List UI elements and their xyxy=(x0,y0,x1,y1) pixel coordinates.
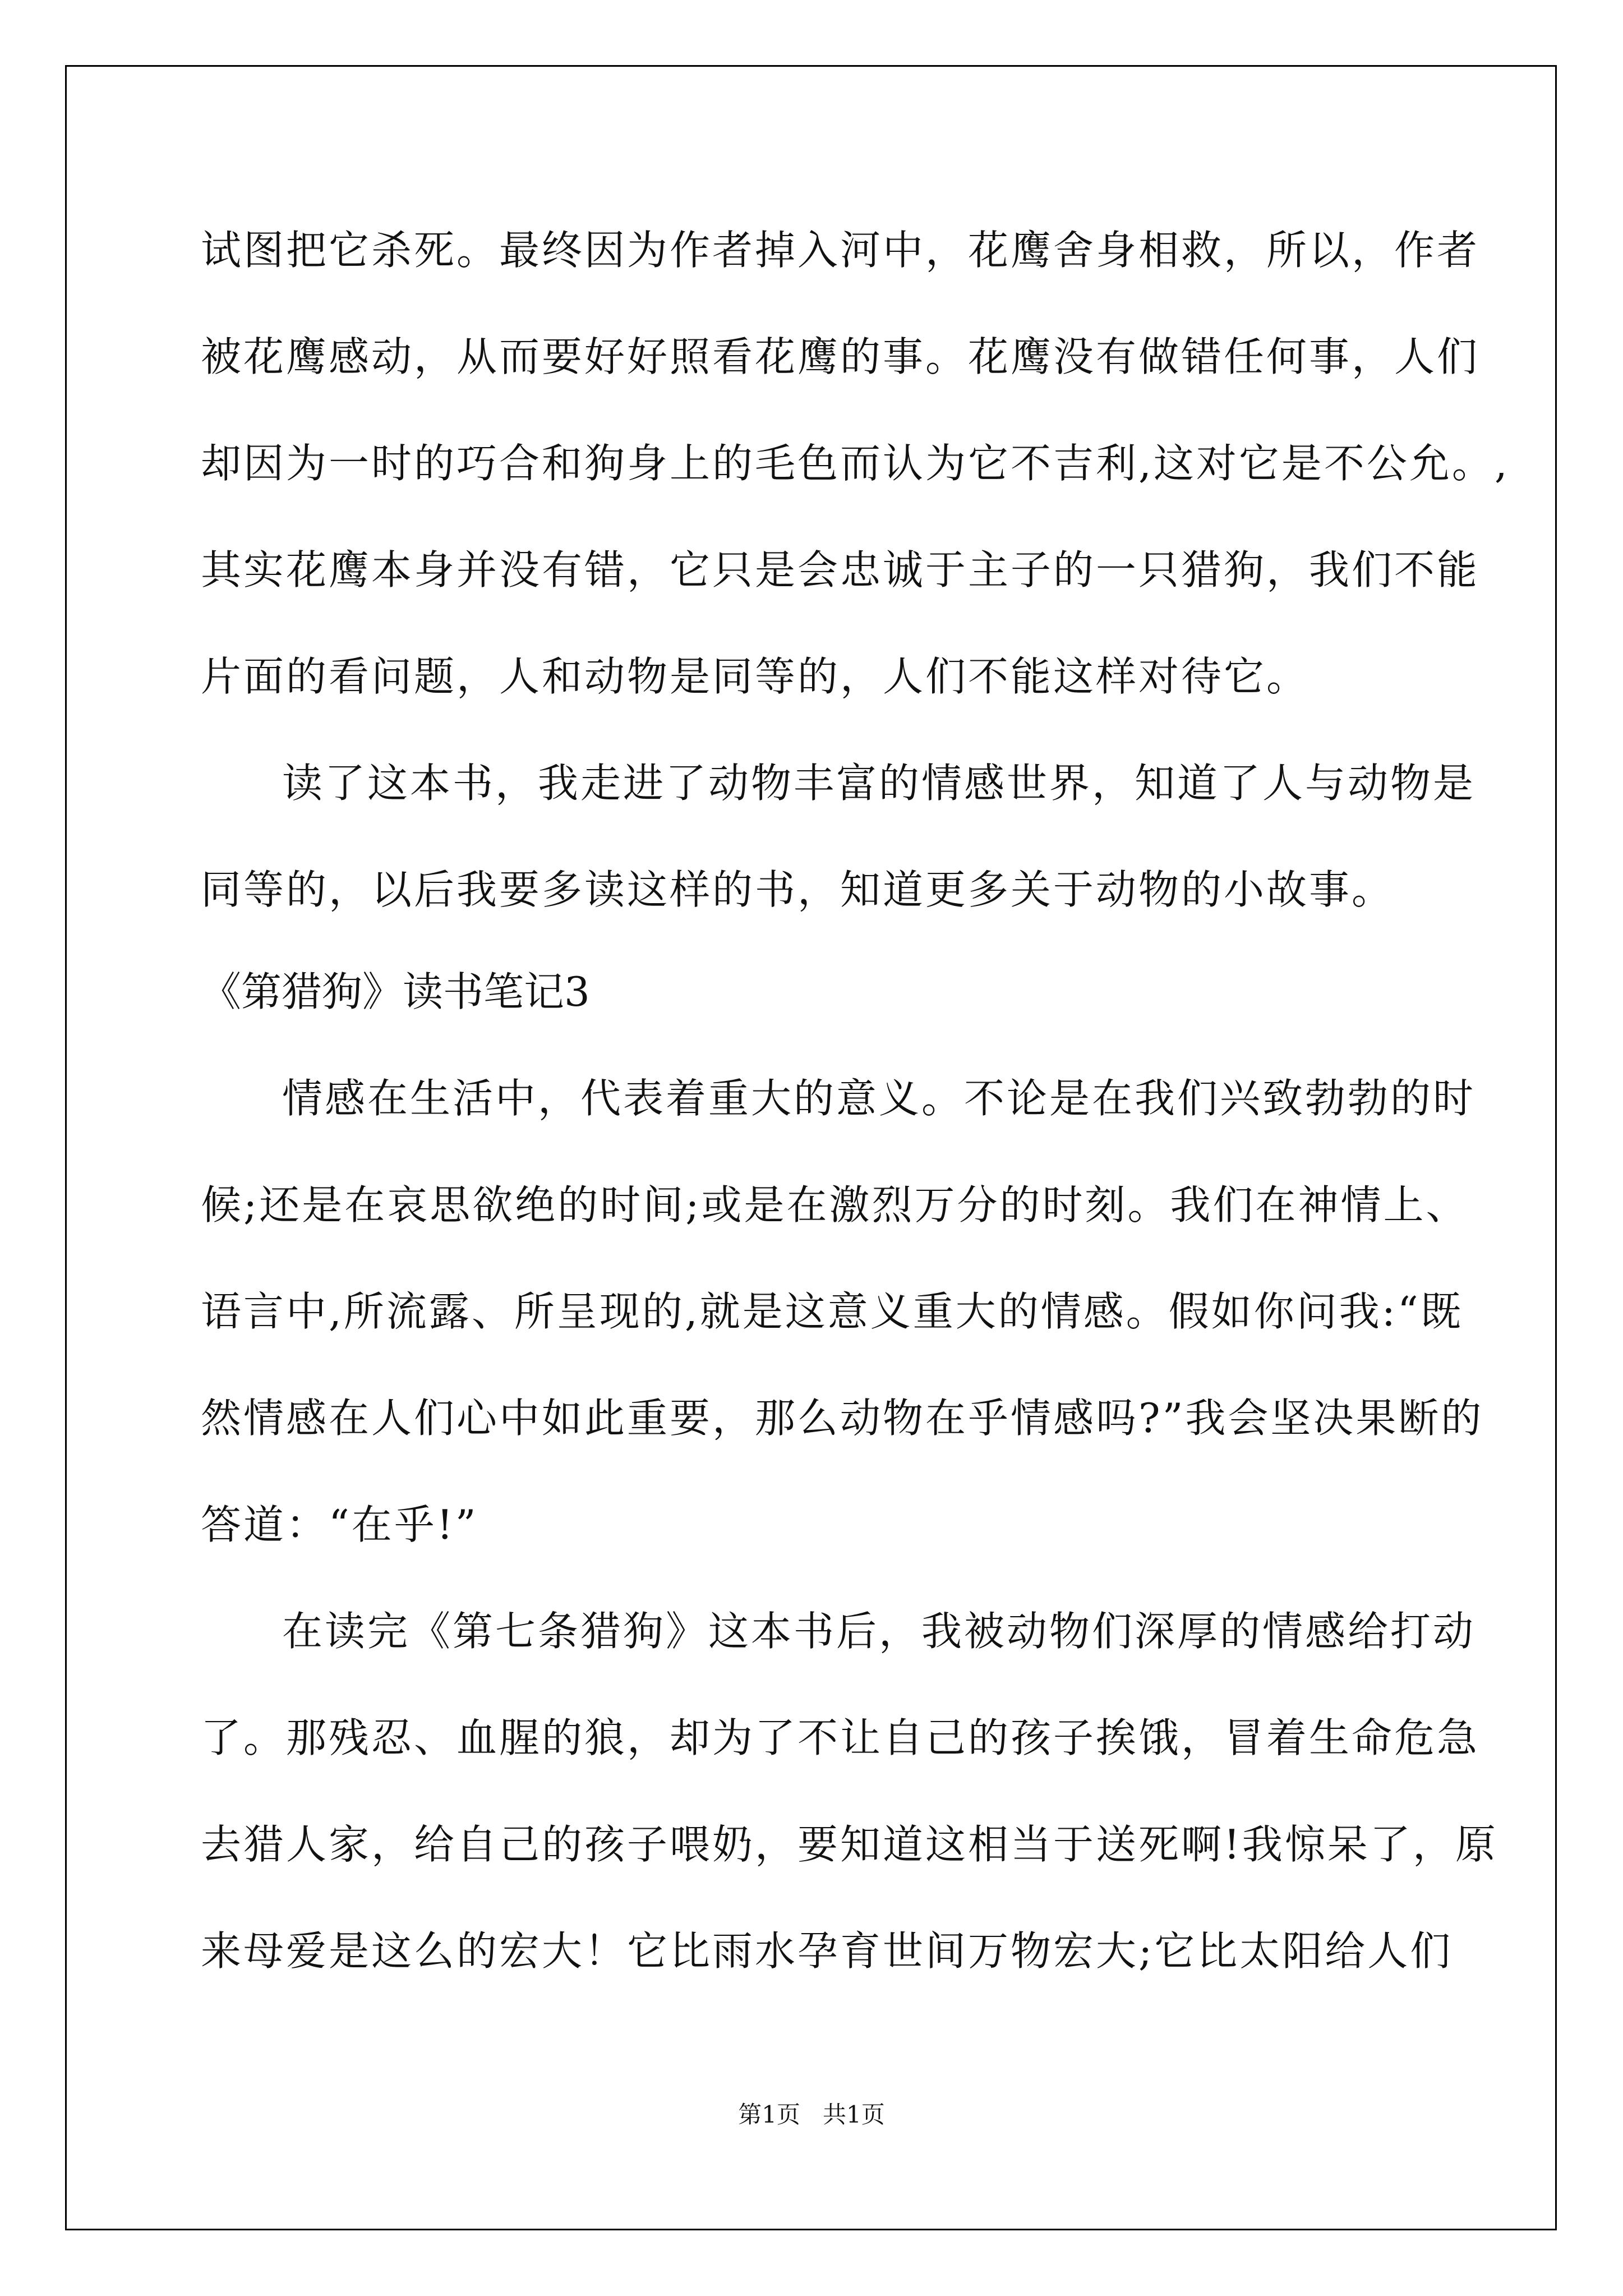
paragraph-start-line: 读了这本书，我走进了动物丰富的情感世界，知道了人与动物是 xyxy=(282,760,1476,807)
text-line-12: 然情感在人们心中如此重要，那么动物在乎情感吗?”我会坚决果断的 xyxy=(201,1395,1484,1442)
text-line-5: 片面的看问题，人和动物是同等的，人们不能这样对待它。 xyxy=(201,653,1310,700)
page-number-footer: 第1页 共1页 xyxy=(738,2101,885,2128)
text-line-15: 了。那残忍、血腥的狼，却为了不让自己的孩子挨饿，冒着生命危急 xyxy=(201,1714,1480,1761)
paragraph-start-line: 在读完《第七条猎狗》这本书后，我被动物们深厚的情感给打动 xyxy=(282,1608,1476,1655)
paragraph-start-line: 情感在生活中，代表着重大的意义。不论是在我们兴致勃勃的时 xyxy=(282,1075,1476,1122)
text-line-1: 试图把它杀死。最终因为作者掉入河中，花鹰舍身相救，所以，作者 xyxy=(201,227,1480,274)
section-title: 《第猎狗》读书笔记3 xyxy=(201,968,590,1015)
text-line-13: 答道：“在乎!” xyxy=(201,1501,478,1548)
text-line-10: 候;还是在哀思欲绝的时间;或是在激烈万分的时刻。我们在神情上、 xyxy=(201,1181,1469,1228)
text-line-11: 语言中,所流露、所呈现的,就是这意义重大的情感。假如你问我:“既 xyxy=(201,1288,1463,1335)
text-line-16: 去猎人家，给自己的孩子喂奶，要知道这相当于送死啊!我惊呆了，原 xyxy=(201,1821,1498,1868)
text-line-3: 却因为一时的巧合和狗身上的毛色而认为它不吉利,这对它是不公允。, xyxy=(201,440,1510,487)
text-line-7: 同等的，以后我要多读这样的书，知道更多关于动物的小故事。 xyxy=(201,866,1395,913)
text-line-2: 被花鹰感动，从而要好好照看花鹰的事。花鹰没有做错任何事，人们 xyxy=(201,333,1480,380)
page-border xyxy=(65,65,1557,2230)
text-line-17: 来母爱是这么的宏大！它比雨水孕育世间万物宏大;它比太阳给人们 xyxy=(201,1927,1453,1975)
text-line-4: 其实花鹰本身并没有错，它只是会忠诚于主子的一只猎狗，我们不能 xyxy=(201,546,1480,593)
